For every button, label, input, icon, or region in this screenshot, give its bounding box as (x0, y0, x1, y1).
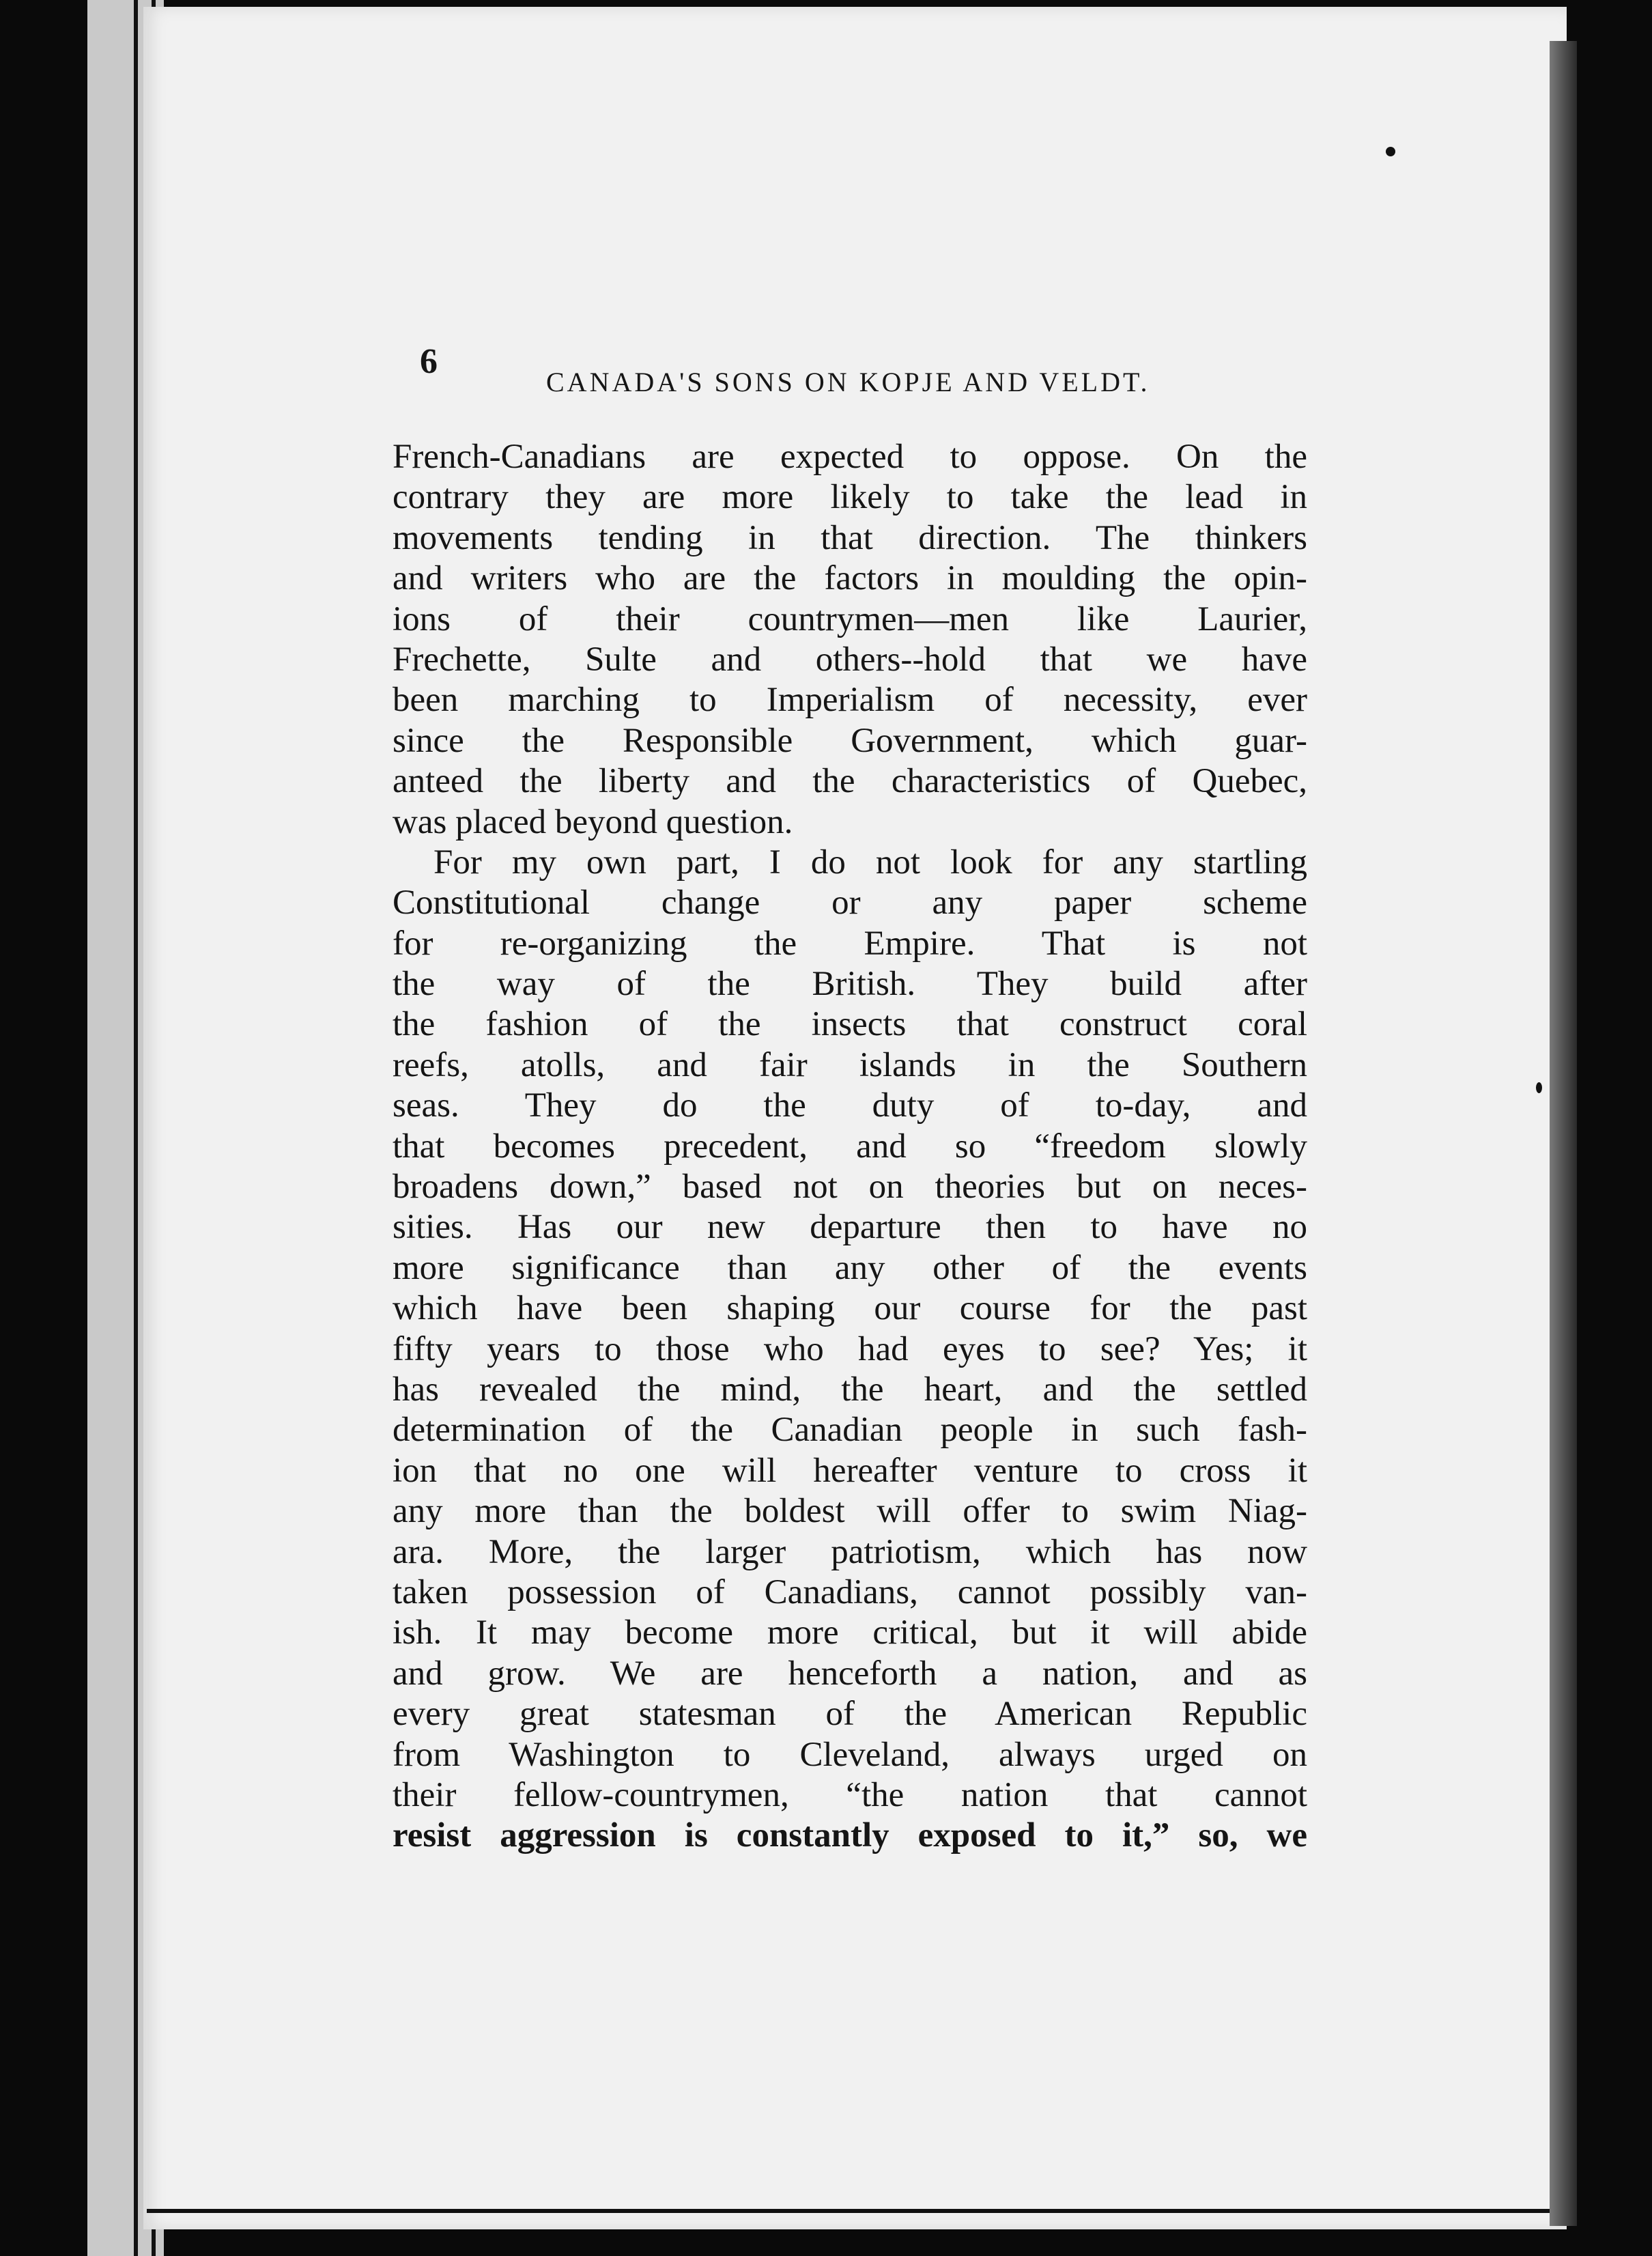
text-line: seas. They do the duty of to-day, and (393, 1086, 1307, 1125)
text-line: the way of the British. They build after (393, 965, 1307, 1004)
scan-background (1577, 41, 1652, 2256)
text-line: ions of their countrymen—men like Laurier, (393, 600, 1307, 638)
text-line: for re-organizing the Empire. That is not (393, 924, 1307, 963)
page-bottom-rule (147, 2209, 1584, 2213)
text-line: has revealed the mind, the heart, and the settled (393, 1370, 1307, 1409)
page-edge-shadow (1550, 41, 1577, 2226)
text-line: movements tending in that direction. The thinkers (393, 518, 1307, 557)
text-line: and writers who are the factors in moulding the opin- (393, 559, 1307, 598)
body-text (393, 437, 1307, 1857)
text-line: the fashion of the insects that construct coral (393, 1005, 1307, 1044)
text-line: contrary they are more likely to take the lead in (393, 478, 1307, 517)
text-line: been marching to Imperialism of necessity, ever (393, 681, 1307, 720)
text-line: anteed the liberty and the characteristics of Quebec, (393, 762, 1307, 801)
text-line: was placed beyond question. (393, 802, 793, 841)
text-line: ara. More, the larger patriotism, which has now (393, 1532, 1307, 1571)
running-title: CANADA'S SONS ON KOPJE AND VELDT. (546, 367, 1150, 397)
scan-speck (1536, 1082, 1542, 1093)
text-line: from Washington to Cleveland, always urged on (393, 1735, 1307, 1774)
text-line: Frechette, Sulte and others--hold that we have (393, 640, 1307, 679)
text-line: sities. Has our new departure then to have no (393, 1208, 1307, 1247)
text-line: and grow. We are henceforth a nation, and as (393, 1654, 1307, 1693)
text-line: resist aggression is constantly exposed to it,” so, we (393, 1816, 1307, 1855)
binding-rule (134, 0, 138, 2256)
text-line: which have been shaping our course for the past (393, 1289, 1307, 1328)
text-line: determination of the Canadian people in such fash- (393, 1411, 1307, 1450)
text-line: Constitutional change or any paper scheme (393, 884, 1307, 922)
text-line: any more than the boldest will offer to swim Niag- (393, 1492, 1307, 1531)
text-line: more significance than any other of the events (393, 1248, 1307, 1287)
text-line: since the Responsible Government, which guar- (393, 721, 1307, 760)
text-line: French-Canadians are expected to oppose. On the (393, 438, 1307, 476)
text-line: every great statesman of the American Republic (393, 1695, 1307, 1734)
text-line: For my own part, I do not look for any startling (433, 843, 1307, 882)
text-line: broadens down,” based not on theories but on neces- (393, 1168, 1307, 1207)
text-line: ish. It may become more critical, but it will abide (393, 1613, 1307, 1652)
text-line: that becomes precedent, and so “freedom slowly (393, 1127, 1307, 1166)
text-line: fifty years to those who had eyes to see? Yes; it (393, 1329, 1307, 1368)
page-number: 6 (420, 342, 438, 381)
text-line: their fellow-countrymen, “the nation that cannot (393, 1775, 1307, 1814)
text-line: ion that no one will hereafter venture to cross it (393, 1451, 1307, 1490)
text-line: taken possession of Canadians, cannot possibly van- (393, 1573, 1307, 1611)
scan-speck (1386, 147, 1395, 156)
text-line: reefs, atolls, and fair islands in the Southern (393, 1045, 1307, 1084)
